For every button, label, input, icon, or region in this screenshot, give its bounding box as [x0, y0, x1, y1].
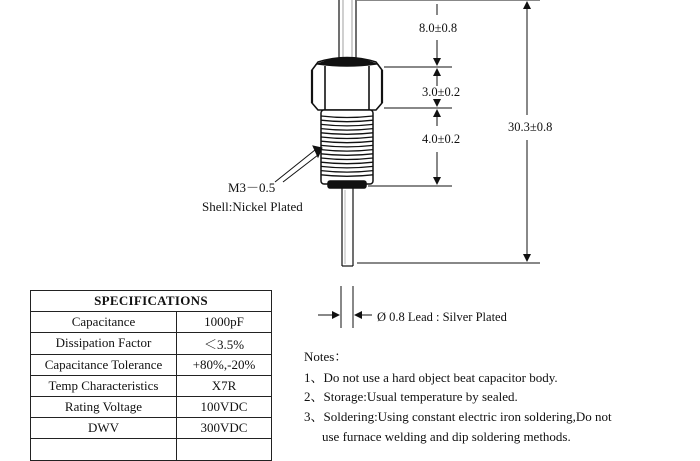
note-text: Do not use a hard object beat capacitor body. — [323, 369, 558, 385]
table-row — [31, 396, 272, 417]
spec-name: Capacitance — [31, 312, 177, 333]
table-row — [31, 439, 272, 460]
note-continuation: use furnace welding and dip soldering methods. — [322, 428, 571, 444]
spec-name: Capacitance Tolerance — [31, 354, 177, 375]
spec-name: Rating Voltage — [31, 396, 177, 417]
hex-nut — [312, 58, 382, 111]
dim-lead-diameter: Ø 0.8 Lead : Silver Plated — [377, 310, 507, 324]
spec-value-empty — [177, 439, 272, 460]
note-number: 2、 — [304, 389, 324, 405]
spec-name-empty — [31, 439, 177, 460]
top-lead — [339, 0, 356, 62]
spec-name: DWV — [31, 418, 177, 439]
note-item — [304, 368, 696, 388]
table-row — [31, 354, 272, 375]
specifications-table — [30, 290, 272, 461]
bottom-lead — [342, 188, 353, 266]
notes-title: Notes： — [304, 349, 348, 364]
note-text: Storage:Usual temperature by sealed. — [323, 389, 518, 405]
note-text: Soldering:Using constant electric iron soldering,Do not — [323, 409, 612, 425]
dim-top-length: 8.0±0.8 — [419, 21, 458, 35]
notes-section — [304, 347, 696, 447]
dim-hex-height: 3.0±0.2 — [422, 85, 461, 99]
thread-leader — [275, 146, 322, 182]
note-number: 1、 — [304, 369, 324, 385]
thread-spec-label: M3－0.5 — [228, 180, 276, 195]
spec-value: 1000pF — [177, 312, 272, 333]
spec-value: 300VDC — [177, 418, 272, 439]
note-number: 3、 — [304, 409, 324, 425]
spec-value: 100VDC — [177, 396, 272, 417]
spec-name: Temp Characteristics — [31, 375, 177, 396]
shell-plating-label: Shell:Nickel Plated — [202, 199, 303, 214]
spec-value: +80%,-20% — [177, 354, 272, 375]
table-row — [31, 418, 272, 439]
table-row — [31, 375, 272, 396]
spec-value: X7R — [177, 375, 272, 396]
spec-value: ＜3.5% — [177, 333, 272, 354]
threaded-shell — [321, 110, 373, 188]
table-row — [31, 333, 272, 354]
note-item — [304, 407, 696, 427]
spec-title: SPECIFICATIONS — [31, 291, 272, 312]
dim-overall-length: 30.3±0.8 — [508, 120, 553, 134]
note-item — [304, 387, 696, 407]
spec-name: Dissipation Factor — [31, 333, 177, 354]
spec-header-row — [31, 291, 272, 312]
dim-thread-length: 4.0±0.2 — [422, 132, 461, 146]
table-row — [31, 312, 272, 333]
